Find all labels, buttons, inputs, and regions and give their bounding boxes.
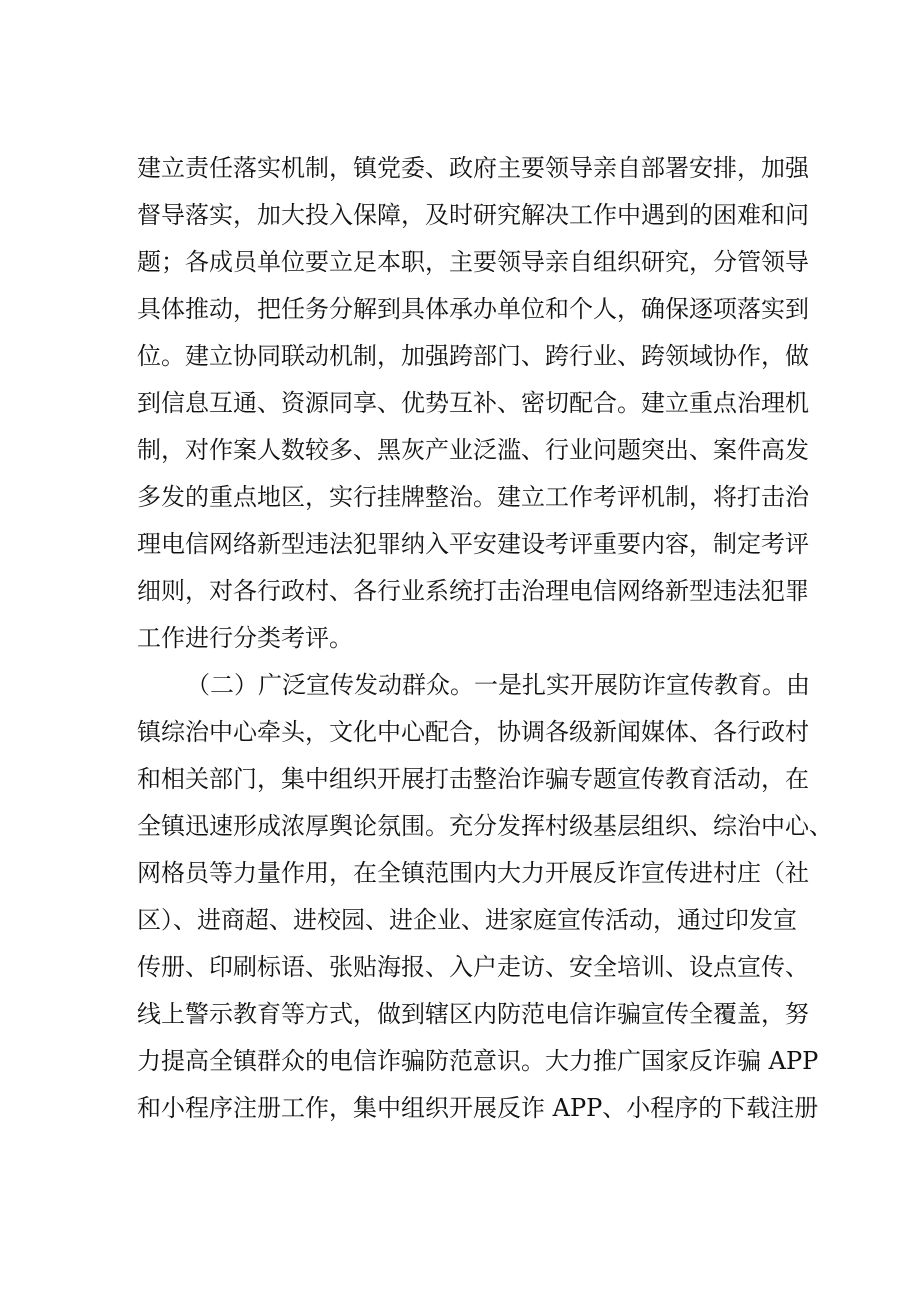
paragraph-line: 到信息互通、资源同享、优势互补、密切配合。建立重点治理机	[137, 389, 809, 417]
paragraph-line: 位。建立协同联动机制，加强跨部门、跨行业、跨领域协作，做	[137, 342, 809, 370]
paragraph-line: 细则，对各行政村、各行业系统打击治理电信网络新型违法犯罪	[137, 577, 809, 605]
paragraph-line: 和相关部门，集中组织开展打击整治诈骗专题宣传教育活动，在	[137, 765, 809, 793]
paragraph-line: 网格员等力量作用，在全镇范围内大力开展反诈宣传进村庄（社	[137, 859, 809, 887]
paragraph-line: 全镇迅速形成浓厚舆论氛围。充分发挥村级基层组织、综治中心、	[137, 812, 833, 840]
paragraph-line: 制，对作案人数较多、黑灰产业泛滥、行业问题突出、案件高发	[137, 436, 809, 464]
paragraph-line: 和小程序注册工作，集中组织开展反诈 APP、小程序的下载注册	[137, 1094, 819, 1122]
paragraph-line: 理电信网络新型违法犯罪纳入平安建设考评重要内容，制定考评	[137, 530, 809, 558]
paragraph-line: 传册、印刷标语、张贴海报、入户走访、安全培训、设点宣传、	[137, 953, 809, 981]
paragraph-line: 区）、进商超、进校园、进企业、进家庭宣传活动，通过印发宣	[137, 906, 797, 934]
paragraph-line: 工作进行分类考评。	[137, 624, 353, 652]
paragraph-heading-line: （二）广泛宣传发动群众。一是扎实开展防诈宣传教育。由	[186, 671, 810, 699]
paragraph-line: 线上警示教育等方式，做到辖区内防范电信诈骗宣传全覆盖，努	[137, 1000, 809, 1028]
paragraph-line: 督导落实，加大投入保障，及时研究解决工作中遇到的困难和问	[137, 201, 809, 229]
paragraph-line: 题；各成员单位要立足本职，主要领导亲自组织研究，分管领导	[137, 248, 809, 276]
paragraph-line: 力提高全镇群众的电信诈骗防范意识。大力推广国家反诈骗 APP	[137, 1047, 819, 1075]
paragraph-line: 具体推动，把任务分解到具体承办单位和个人，确保逐项落实到	[137, 295, 809, 323]
paragraph-line: 建立责任落实机制，镇党委、政府主要领导亲自部署安排，加强	[137, 154, 809, 182]
paragraph-line: 镇综治中心牵头，文化中心配合，协调各级新闻媒体、各行政村	[137, 718, 809, 746]
paragraph-line: 多发的重点地区，实行挂牌整治。建立工作考评机制，将打击治	[137, 483, 809, 511]
